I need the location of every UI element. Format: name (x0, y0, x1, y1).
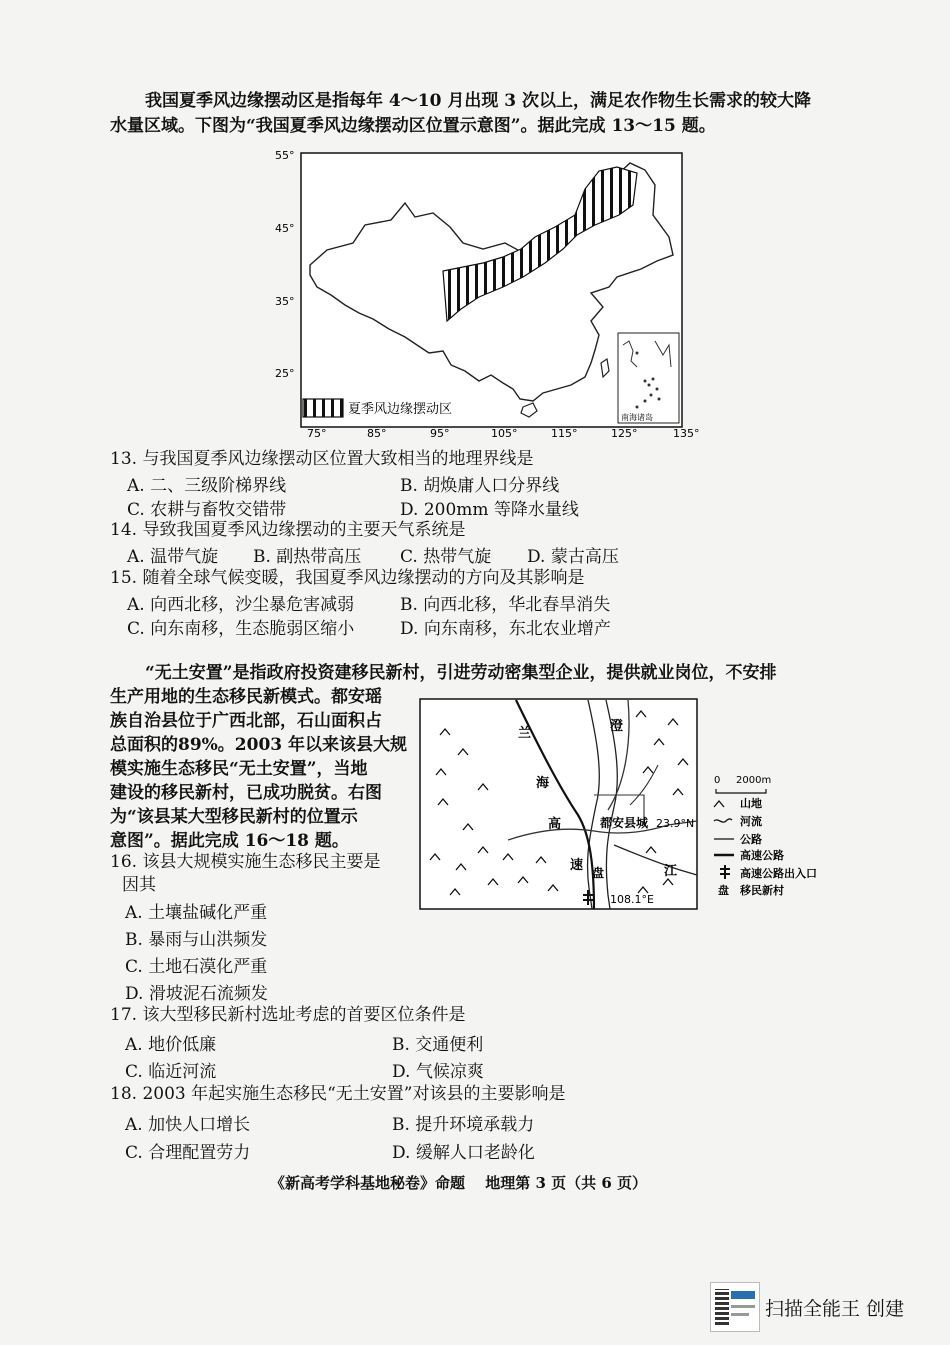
lon-label: 75° (307, 427, 327, 440)
intro2-line: 意图”。据此完成 16～18 题。 (110, 831, 349, 851)
intro1-line2: 水量区域。下图为“我国夏季风边缘摆动区位置示意图”。据此完成 13～15 题。 (110, 116, 716, 136)
q13-option-d[interactable]: D. 200mm 等降水量线 (400, 500, 579, 520)
q18-option-b[interactable]: B. 提升环境承载力 (392, 1115, 535, 1135)
highway-label-char: 高 (548, 817, 562, 832)
q14-option-a[interactable]: A. 温带气旋 (127, 547, 219, 567)
scale-bar (716, 789, 766, 793)
q13-option-a[interactable]: A. 二、三级阶梯界线 (127, 476, 287, 496)
legend-label: 山地 (740, 797, 762, 810)
q15-stem: 15. 随着全球气候变暖，我国夏季风边缘摆动的方向及其影响是 (110, 568, 585, 588)
legend-label: 公路 (740, 833, 762, 846)
scale-zero: 0 (714, 775, 721, 786)
q18-option-c[interactable]: C. 合理配置劳力 (125, 1143, 251, 1163)
legend-village-icon: 盘 (718, 884, 729, 897)
lat-label: 55° (275, 149, 295, 162)
lon-label: 95° (430, 427, 450, 440)
q13-stem: 13. 与我国夏季风边缘摆动区位置大致相当的地理界线是 (110, 449, 534, 469)
q16-option-b[interactable]: B. 暴雨与山洪频发 (125, 930, 268, 950)
q13-option-c[interactable]: C. 农耕与畜牧交错带 (127, 500, 287, 520)
duan-resettlement-map (418, 695, 838, 915)
q18-option-a[interactable]: A. 加快人口增长 (125, 1115, 251, 1135)
lon-label: 85° (367, 427, 387, 440)
lon-label: 105° (491, 427, 518, 440)
river-label-char: 江 (664, 864, 678, 879)
legend-label: 河流 (740, 815, 762, 828)
intro1-line1: 我国夏季风边缘摆动区是指每年 4～10 月出现 3 次以上，满足农作物生长需求的较大降 (145, 91, 811, 111)
map2-frame (420, 699, 697, 909)
lon-label: 108.1°E (610, 893, 654, 906)
q16-stem-cont: 因其 (122, 875, 156, 895)
lon-label: 115° (551, 427, 578, 440)
highway-label-char: 兰 (518, 726, 532, 741)
page-footer: 《新高考学科基地秘卷》命题 地理第 3 页（共 6 页） (270, 1174, 647, 1192)
intro2-line: 为“该县某大型移民新村的位置示 (110, 807, 358, 827)
q15-option-c[interactable]: C. 向东南移，生态脆弱区缩小 (127, 619, 355, 639)
q14-option-b[interactable]: B. 副热带高压 (253, 547, 362, 567)
watermark-text: 扫描全能王 创建 (765, 1298, 905, 1320)
river-label-char: 澄 (610, 719, 624, 734)
intro2-line: 总面积的89%。2003 年以来该县大规 (110, 735, 408, 755)
legend-exit-icon (720, 865, 730, 879)
lat-label: 45° (275, 222, 295, 235)
lon-label: 135° (673, 427, 700, 440)
q14-stem: 14. 导致我国夏季风边缘摆动的主要天气系统是 (110, 520, 466, 540)
q16-option-c[interactable]: C. 土地石漠化严重 (125, 957, 268, 977)
lon-label: 125° (611, 427, 638, 440)
legend-label: 高速公路出入口 (740, 867, 817, 880)
q15-option-a[interactable]: A. 向西北移，沙尘暴危害减弱 (127, 595, 355, 615)
q16-option-d[interactable]: D. 滑坡泥石流频发 (125, 984, 268, 1004)
legend-label: 移民新村 (740, 884, 784, 897)
q16-option-a[interactable]: A. 土壤盐碱化严重 (125, 903, 268, 923)
intro2-line: 族自治县位于广西北部，石山面积占 (110, 711, 382, 731)
q17-option-a[interactable]: A. 地价低廉 (125, 1035, 217, 1055)
china-summer-monsoon-map (265, 145, 715, 440)
south-sea-inset (618, 333, 679, 423)
highway-label-char: 速 (570, 858, 584, 873)
intro2-line: 模实施生态移民“无土安置”，当地 (110, 759, 368, 779)
lat-label: 23.9°N (656, 817, 695, 830)
legend-mountain-icon (714, 801, 724, 807)
q14-option-d[interactable]: D. 蒙古高压 (527, 547, 619, 567)
legend-swatch (303, 399, 343, 417)
qr-code-icon (710, 1282, 760, 1332)
lat-label: 35° (275, 295, 295, 308)
q15-option-b[interactable]: B. 向西北移，华北春旱消失 (400, 595, 611, 615)
legend-label: 高速公路 (740, 849, 784, 862)
q17-stem: 17. 该大型移民新村选址考虑的首要区位条件是 (110, 1005, 466, 1025)
q13-option-b[interactable]: B. 胡焕庸人口分界线 (400, 476, 560, 496)
q18-option-d[interactable]: D. 缓解人口老龄化 (392, 1143, 535, 1163)
q17-option-c[interactable]: C. 临近河流 (125, 1062, 217, 1082)
q18-stem: 18. 2003 年起实施生态移民“无土安置”对该县的主要影响是 (110, 1084, 566, 1104)
q16-stem: 16. 该县大规模实施生态移民主要是 (110, 852, 381, 872)
highway-label-char: 海 (536, 776, 550, 791)
legend-label: 夏季风边缘摆动区 (348, 402, 453, 417)
inset-label: 南海诸岛 (621, 413, 653, 422)
intro2-line: 建设的移民新村，已成功脱贫。右图 (110, 783, 382, 803)
intro2-line1: “无土安置”是指政府投资建移民新村，引进劳动密集型企业，提供就业岗位，不安排 (145, 663, 777, 683)
q15-option-d[interactable]: D. 向东南移，东北农业增产 (400, 619, 611, 639)
q17-option-b[interactable]: B. 交通便利 (392, 1035, 484, 1055)
intro2-line: 生产用地的生态移民新模式。都安瑶 (110, 687, 382, 707)
scale-label: 2000m (736, 775, 772, 786)
q17-option-d[interactable]: D. 气候凉爽 (392, 1062, 484, 1082)
q14-option-c[interactable]: C. 热带气旋 (400, 547, 492, 567)
town-label: 都安县城 (600, 816, 649, 830)
lat-label: 25° (275, 367, 295, 380)
village-symbol: 盘 (592, 866, 605, 880)
legend-river-icon (714, 819, 732, 822)
